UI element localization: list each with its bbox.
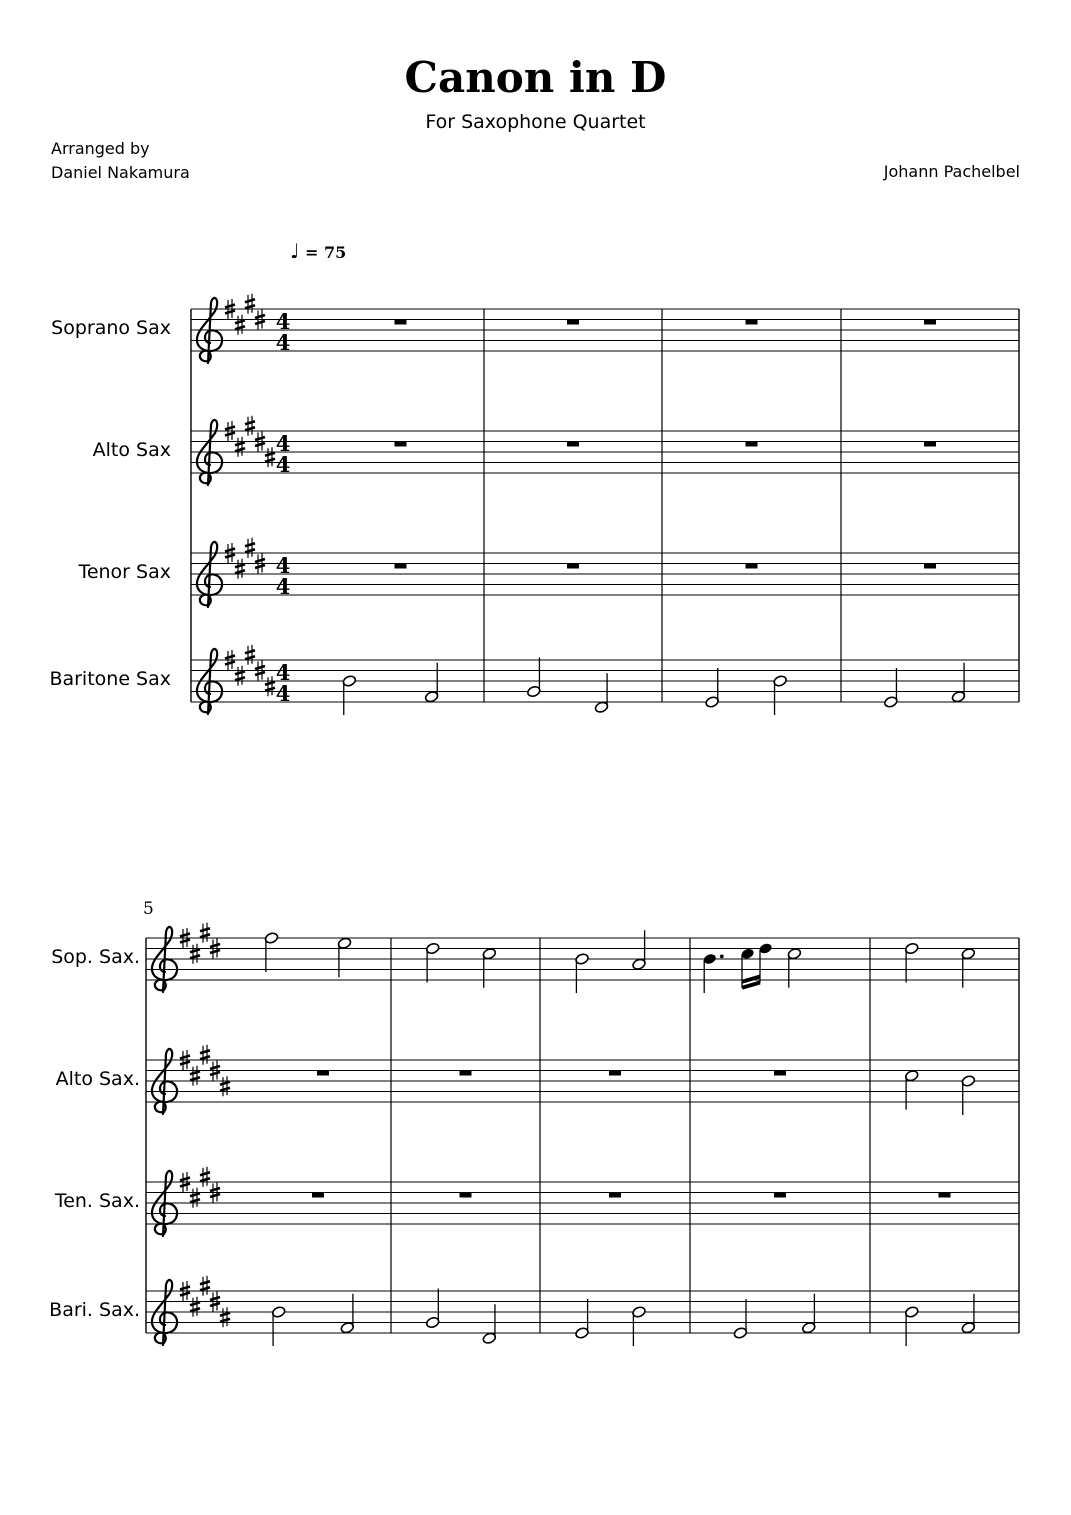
part-name: Tenor Sax bbox=[78, 561, 171, 583]
time-signature-bottom: 4 bbox=[275, 574, 291, 599]
sharp-stroke bbox=[245, 427, 255, 430]
sharp-stroke bbox=[225, 555, 235, 558]
sharp-stroke bbox=[180, 1062, 190, 1065]
sharp-stroke bbox=[255, 315, 265, 318]
note bbox=[904, 1069, 919, 1109]
sharp-stroke bbox=[265, 453, 275, 456]
sharp-stroke bbox=[220, 1088, 230, 1091]
note bbox=[904, 1306, 919, 1346]
note bbox=[425, 942, 440, 982]
sharp-stroke bbox=[210, 1303, 220, 1306]
whole-rest-icon bbox=[460, 1193, 472, 1198]
whole-rest-icon bbox=[567, 564, 579, 569]
sharp-stroke bbox=[180, 940, 190, 943]
sharp-stroke bbox=[245, 421, 255, 424]
part-name: Soprano Sax bbox=[51, 317, 171, 339]
sharp-stroke bbox=[235, 448, 245, 451]
whole-rest-icon bbox=[774, 1071, 786, 1076]
sharp-stroke bbox=[255, 443, 265, 446]
note bbox=[951, 663, 966, 703]
score-title: Canon in D bbox=[404, 53, 667, 102]
sharp-stroke bbox=[210, 1066, 220, 1069]
sharp-icon bbox=[220, 1307, 230, 1327]
sharp-icon bbox=[220, 1076, 230, 1096]
sharp-stroke bbox=[180, 1293, 190, 1296]
sharp-stroke bbox=[220, 1082, 230, 1085]
sharp-icon bbox=[245, 538, 255, 558]
note bbox=[424, 663, 439, 703]
whole-rest-icon bbox=[567, 442, 579, 447]
sharp-stroke bbox=[255, 672, 265, 675]
staff-2-4 bbox=[146, 1276, 1019, 1346]
sharp-stroke bbox=[180, 1287, 190, 1290]
time-signature-bottom: 4 bbox=[275, 452, 291, 477]
note bbox=[632, 1306, 647, 1346]
note bbox=[801, 1294, 816, 1334]
score-subtitle: For Saxophone Quartet bbox=[425, 111, 646, 133]
quarter-note-icon: ♩ bbox=[290, 239, 300, 263]
whole-rest-icon bbox=[395, 442, 407, 447]
sharp-stroke bbox=[265, 459, 275, 462]
whole-rest-icon bbox=[939, 1193, 951, 1198]
sharp-stroke bbox=[180, 934, 190, 937]
part-name: Ten. Sax. bbox=[54, 1190, 140, 1212]
staff-2-3 bbox=[146, 1167, 1019, 1236]
sharp-icon bbox=[245, 294, 255, 314]
note bbox=[575, 953, 590, 993]
note bbox=[342, 675, 357, 715]
sharp-stroke bbox=[225, 427, 235, 430]
tempo-value: = 75 bbox=[305, 243, 347, 262]
sharp-stroke bbox=[225, 311, 235, 314]
sharp-stroke bbox=[235, 677, 245, 680]
sharp-icon bbox=[200, 923, 210, 943]
note bbox=[482, 1304, 497, 1344]
whole-rest-icon bbox=[774, 1193, 786, 1198]
measure-number: 5 bbox=[143, 899, 154, 919]
sharp-stroke bbox=[200, 934, 210, 937]
sharp-icon bbox=[245, 645, 255, 665]
whole-rest-icon bbox=[609, 1071, 621, 1076]
whole-rest-icon bbox=[395, 320, 407, 325]
staff-1-2 bbox=[191, 416, 1019, 485]
sharp-stroke bbox=[235, 326, 245, 329]
time-signature-bottom: 4 bbox=[275, 681, 291, 706]
sharp-icon bbox=[200, 1167, 210, 1187]
sharp-icon bbox=[190, 1297, 200, 1317]
sharp-stroke bbox=[210, 1072, 220, 1075]
part-name: Bari. Sax. bbox=[49, 1299, 140, 1321]
whole-rest-icon bbox=[746, 442, 758, 447]
sharp-stroke bbox=[190, 1302, 200, 1305]
time-signature-bottom: 4 bbox=[275, 330, 291, 355]
sharp-icon bbox=[235, 559, 245, 579]
sharp-stroke bbox=[235, 671, 245, 674]
sharp-stroke bbox=[180, 1184, 190, 1187]
sharp-stroke bbox=[265, 682, 275, 685]
sharp-stroke bbox=[245, 549, 255, 552]
sharp-icon bbox=[235, 315, 245, 335]
whole-rest-icon bbox=[746, 564, 758, 569]
sharp-stroke bbox=[235, 320, 245, 323]
whole-rest-icon bbox=[924, 442, 936, 447]
composer-name: Johann Pachelbel bbox=[883, 162, 1020, 181]
system-2 bbox=[146, 923, 1019, 1346]
time-signature-top: 4 bbox=[275, 309, 291, 334]
note bbox=[425, 1289, 440, 1329]
note bbox=[758, 942, 773, 982]
sharp-stroke bbox=[210, 1194, 220, 1197]
sharp-stroke bbox=[235, 564, 245, 567]
sharp-stroke bbox=[255, 565, 265, 568]
note bbox=[594, 673, 609, 713]
sharp-stroke bbox=[235, 442, 245, 445]
note-beam bbox=[742, 977, 760, 982]
sharp-stroke bbox=[190, 1193, 200, 1196]
system-1 bbox=[191, 294, 1019, 715]
whole-rest-icon bbox=[924, 320, 936, 325]
sharp-stroke bbox=[210, 950, 220, 953]
sharp-stroke bbox=[190, 1199, 200, 1202]
sharp-icon bbox=[190, 944, 200, 964]
sharp-icon bbox=[190, 1188, 200, 1208]
sharp-stroke bbox=[200, 1281, 210, 1284]
sharp-stroke bbox=[200, 1287, 210, 1290]
note-beam bbox=[742, 983, 760, 988]
time-signature-top: 4 bbox=[275, 431, 291, 456]
sharp-stroke bbox=[190, 949, 200, 952]
sharp-stroke bbox=[200, 928, 210, 931]
whole-rest-icon bbox=[746, 320, 758, 325]
sharp-stroke bbox=[255, 437, 265, 440]
sharp-icon bbox=[235, 437, 245, 457]
sharp-icon bbox=[200, 1276, 210, 1296]
sharp-stroke bbox=[235, 570, 245, 573]
note bbox=[575, 1299, 590, 1339]
sharp-icon bbox=[190, 1066, 200, 1086]
part-name: Alto Sax bbox=[92, 439, 171, 461]
sharp-icon bbox=[265, 447, 275, 467]
sharp-stroke bbox=[190, 955, 200, 958]
sharp-stroke bbox=[200, 1050, 210, 1053]
note bbox=[337, 937, 352, 977]
sharp-stroke bbox=[255, 666, 265, 669]
sharp-stroke bbox=[245, 656, 255, 659]
sharp-stroke bbox=[190, 1077, 200, 1080]
whole-rest-icon bbox=[395, 564, 407, 569]
staff-1-1 bbox=[191, 294, 1019, 363]
whole-rest-icon bbox=[312, 1193, 324, 1198]
sharp-stroke bbox=[210, 944, 220, 947]
sharp-stroke bbox=[255, 559, 265, 562]
note bbox=[340, 1294, 355, 1334]
time-signature-top: 4 bbox=[275, 553, 291, 578]
part-name: Sop. Sax. bbox=[51, 946, 140, 968]
note bbox=[733, 1299, 748, 1339]
whole-rest-icon bbox=[567, 320, 579, 325]
note bbox=[904, 942, 919, 982]
note bbox=[961, 947, 976, 987]
sharp-stroke bbox=[225, 433, 235, 436]
sharp-stroke bbox=[255, 321, 265, 324]
sharp-stroke bbox=[180, 1178, 190, 1181]
note bbox=[787, 947, 802, 987]
part-name: Alto Sax. bbox=[55, 1068, 140, 1090]
note bbox=[632, 930, 647, 970]
sharp-stroke bbox=[225, 305, 235, 308]
sharp-stroke bbox=[225, 662, 235, 665]
sharp-stroke bbox=[245, 543, 255, 546]
note bbox=[264, 932, 279, 972]
sharp-stroke bbox=[220, 1319, 230, 1322]
augmentation-dot bbox=[720, 954, 724, 958]
sharp-stroke bbox=[200, 1178, 210, 1181]
sharp-icon bbox=[245, 416, 255, 436]
arranger-name: Daniel Nakamura bbox=[51, 163, 190, 182]
sharp-stroke bbox=[245, 299, 255, 302]
time-signature-top: 4 bbox=[275, 660, 291, 685]
sharp-stroke bbox=[245, 305, 255, 308]
sharp-stroke bbox=[245, 650, 255, 653]
whole-rest-icon bbox=[460, 1071, 472, 1076]
note bbox=[773, 675, 788, 715]
sharp-stroke bbox=[180, 1056, 190, 1059]
whole-rest-icon bbox=[609, 1193, 621, 1198]
sharp-stroke bbox=[200, 1056, 210, 1059]
note bbox=[883, 668, 898, 708]
note bbox=[482, 947, 497, 987]
arranger-label: Arranged by bbox=[51, 139, 150, 158]
sharp-stroke bbox=[225, 549, 235, 552]
sharp-stroke bbox=[225, 656, 235, 659]
sharp-stroke bbox=[265, 688, 275, 691]
whole-rest-icon bbox=[317, 1071, 329, 1076]
part-name: Baritone Sax bbox=[49, 668, 171, 690]
note bbox=[961, 1294, 976, 1334]
note bbox=[526, 658, 541, 698]
sharp-stroke bbox=[190, 1071, 200, 1074]
staff-1-4 bbox=[191, 645, 1019, 715]
sharp-stroke bbox=[220, 1313, 230, 1316]
staff-2-1 bbox=[146, 923, 1019, 993]
sharp-icon bbox=[200, 1045, 210, 1065]
sharp-stroke bbox=[200, 1172, 210, 1175]
note bbox=[271, 1306, 286, 1346]
staff-1-3 bbox=[191, 538, 1019, 607]
sharp-icon bbox=[235, 666, 245, 686]
sharp-icon bbox=[265, 676, 275, 696]
staff-2-2 bbox=[146, 1045, 1019, 1115]
note bbox=[961, 1075, 976, 1115]
sharp-stroke bbox=[210, 1297, 220, 1300]
note bbox=[705, 668, 720, 708]
whole-rest-icon bbox=[924, 564, 936, 569]
sharp-stroke bbox=[190, 1308, 200, 1311]
sharp-stroke bbox=[210, 1188, 220, 1191]
